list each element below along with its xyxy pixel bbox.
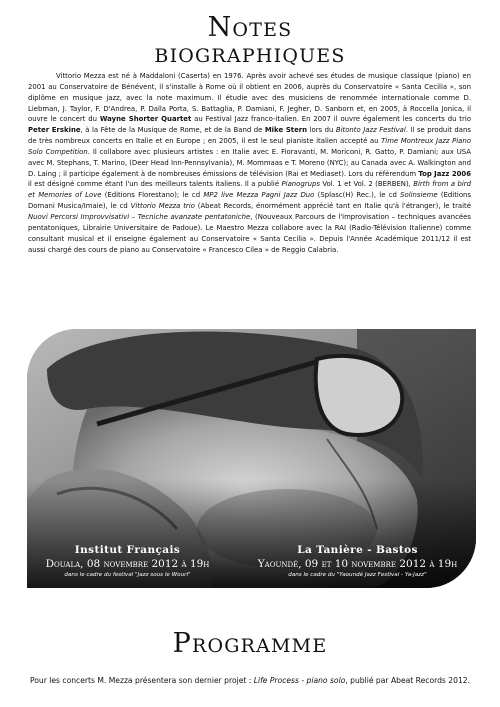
programme-project: Life Process - piano solo xyxy=(253,676,346,685)
bio-bold: Top Jazz 2006 xyxy=(418,169,471,178)
bio-text: (Editions Florestano); le cd xyxy=(101,191,204,200)
bio-text: . Il se produit dans de très nombreux concerts en Italie et en Europe ; en 2005, il est le seul pianiste italien accepté au xyxy=(28,126,471,146)
bio-text: (Abeat Records, énormément apprécié tant en Italie qu'à l'étranger), le traité xyxy=(194,202,471,211)
bio-text: , à la Fête de la Musique de Rome, et de la Band de xyxy=(80,126,265,135)
bio-bold: Mike Stern xyxy=(264,126,308,135)
bio-italic: Nuovi Percorsi Improvvisativi – Tecniche avanzate pentatoniche xyxy=(28,212,251,221)
bio-text: lors du xyxy=(307,126,336,135)
bio-text: Vittorio Mezza est né à Maddaloni (Caserta) en 1976. Après avoir achevé ses études de musique classique (piano) en 2001 au Conservatoire de Bénévent, il s'installe à Rome où il obtient en 2006, auprès du Conservatoire « Santa Cecilia », son diplôme en musique jazz, avec la note maximum. Il étudie avec des musiciens de renommée internationale comme D. Liebman, J. Taylor, F. D'Andrea, P. Dalla Porta, S. Battaglia, P. Damiani, F. Jegher, D. Sanborn et, en 2005, à Roccella Jonica, il ouvre le concert du xyxy=(28,72,471,124)
page-title-line2: biographiques xyxy=(154,38,346,69)
page-title-line1: Notes xyxy=(207,12,293,43)
bio-italic: Pianogrups xyxy=(281,180,320,189)
biography-paragraph xyxy=(28,71,471,255)
bio-italic: Bitonto Jazz Festival xyxy=(335,126,406,135)
bio-text: au Festival Jazz franco-italien. En 2007 il ouvre également les concerts du trio xyxy=(191,115,471,124)
bio-italic: Vittorio Mezza trio xyxy=(130,202,195,211)
bio-text: Vol. 1 et Vol. 2 (BERBEN), xyxy=(319,180,414,189)
event-note: dans le cadre du "Yaoundé Jazz Festival - Ya-Jazz" xyxy=(288,572,427,578)
event-venue: La Tanière - Bastos xyxy=(297,544,418,556)
programme-title: Programme xyxy=(172,628,328,659)
event-date: Douala, 08 novembre 2012 à 19h xyxy=(45,558,210,570)
event-note: dans le cadre du festival "Jazz sous le Wouri" xyxy=(64,572,191,578)
bio-bold: Wayne Shorter Quartet xyxy=(99,115,192,124)
bio-italic: Solinsieme xyxy=(400,191,438,200)
bio-text: il est désigné comme étant l'un des meilleurs talents italiens. Il a publié xyxy=(28,180,282,189)
bio-text: . Il collabore avec plusieurs artistes : en Italie avec E. Fioravanti, M. Moriconi, R. Gatto, P. Damiani; aux USA avec M. Stephans, T. Marino, (Deer Head Inn-Pennsylvania), M. Mommaas e T. Moreno (NYC); au Canada avec A. Walkington and D. Laing ; il participe également à de nombreuses émissions de télévision (Rai et Mediaset). Lors du référendum xyxy=(28,147,471,178)
bio-italic: MP2 live Mezza Pagni Jazz Duo xyxy=(203,191,315,200)
bio-text: (Splasc(H) Rec.), le cd xyxy=(314,191,401,200)
event-venue: Institut Français xyxy=(74,544,181,556)
bio-italic: Time Montreux Jazz Piano Solo Competition xyxy=(28,137,471,156)
event-yaounde xyxy=(255,544,460,580)
bio-text: (Editions Domani Musica/Imaie), le cd xyxy=(28,191,472,211)
bio-bold: Peter Erskine xyxy=(28,126,81,135)
programme-text-part: Pour les concerts M. Mezza présentera son dernier projet : xyxy=(29,676,254,685)
event-date: Yaoundé, 09 et 10 novembre 2012 à 19h xyxy=(257,558,458,570)
event-douala xyxy=(45,544,210,580)
bio-text: , (Nouveaux Parcours de l'improvisation – techniques avancées pentatoniques, Librairie Universitaire de Padoue). Le Maestro Mezza collabore avec la RAI (Radio-Télévision Italienne) comme consultant musical et il enseigne également au Conservatoire « Santa Cecilia ». Depuis l'Année Académique 2011/12 il est aussi chargé des cours de piano au Conservatoire « Francesco Cilea » de Reggio Calabria. xyxy=(28,212,471,254)
programme-text-part: , publié par Abeat Records 2012. xyxy=(345,676,471,685)
programme-text xyxy=(0,676,500,685)
artist-photo xyxy=(27,329,476,588)
bio-italic: Birth from a bird et Memories of Love xyxy=(28,180,472,200)
